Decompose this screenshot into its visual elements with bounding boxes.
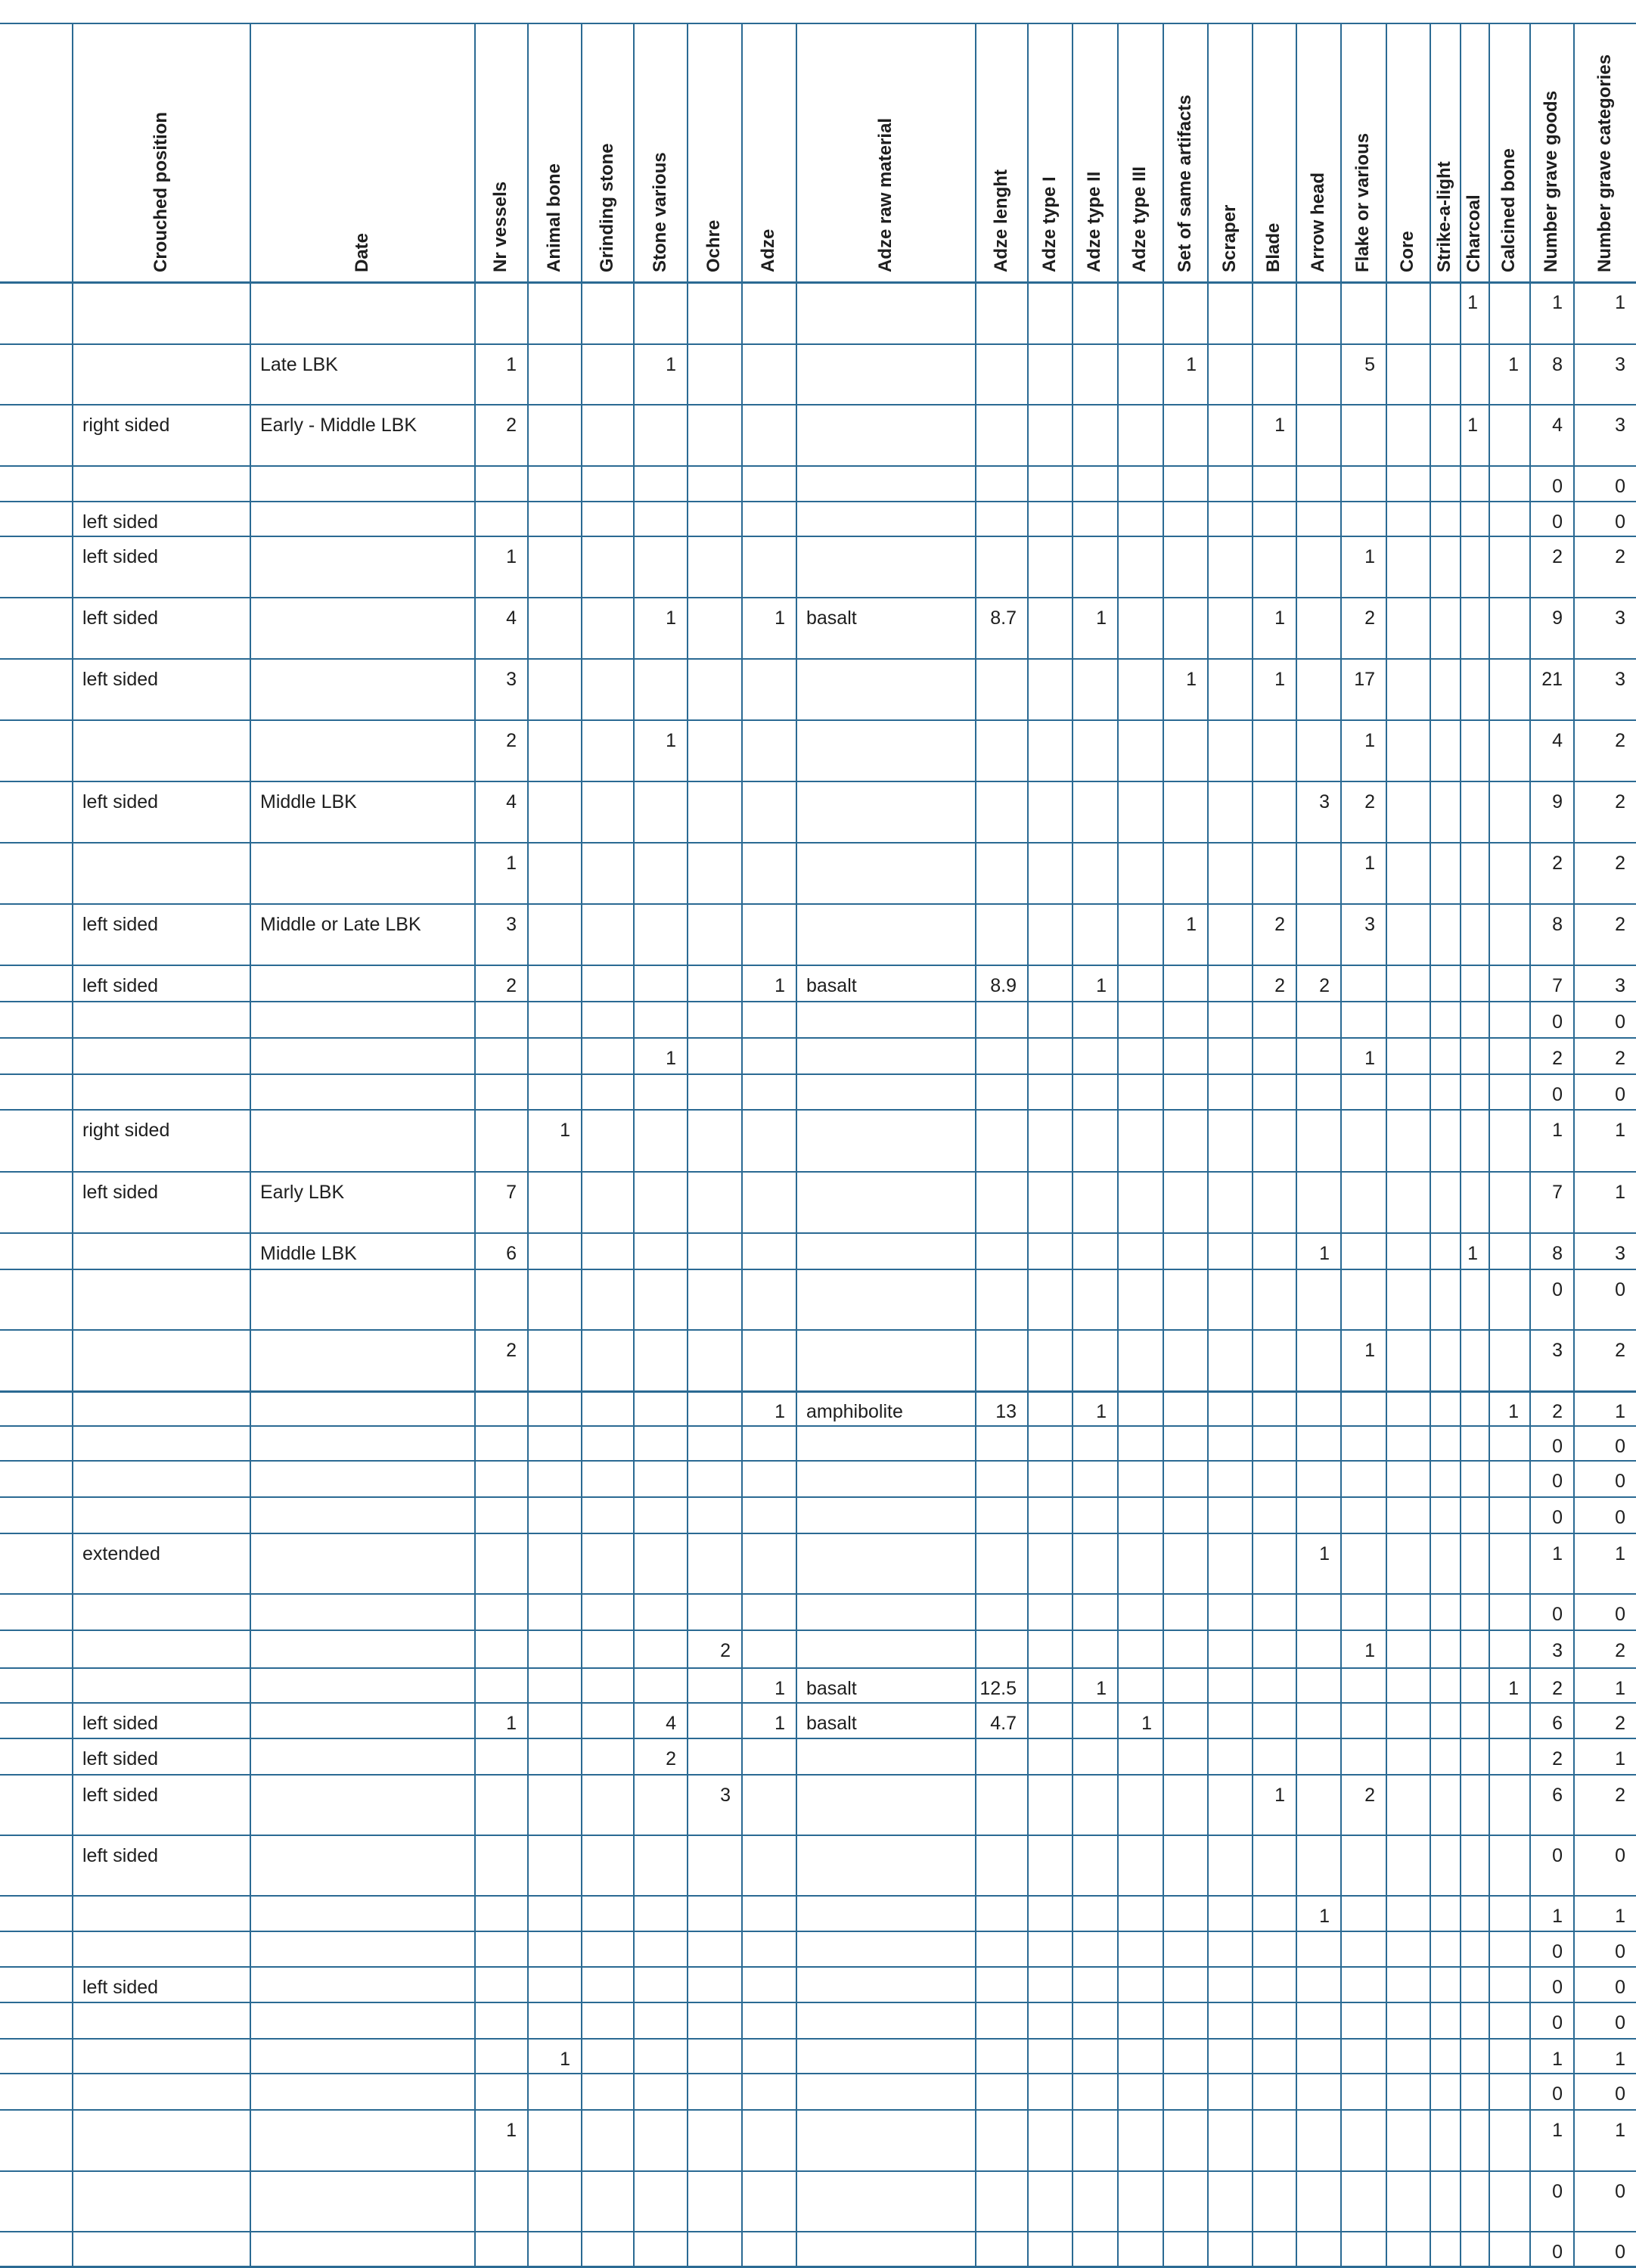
cell-ngg: 0: [1552, 1845, 1563, 1866]
cell-pos: left sided: [82, 669, 159, 690]
cell-set: 1: [1186, 669, 1197, 690]
cell-pos: left sided: [82, 1977, 159, 1998]
cell-ngg: 3: [1552, 1340, 1563, 1361]
cell-nrv: 4: [506, 607, 517, 629]
cell-bla: 1: [1274, 607, 1285, 629]
cell-ngg: 2: [1552, 1048, 1563, 1069]
cell-ngg: 9: [1552, 791, 1563, 812]
cell-ngc: 1: [1615, 2049, 1625, 2070]
cell-ngg: 0: [1552, 511, 1563, 533]
column-header-nrv: Nr vessels: [490, 181, 511, 272]
cell-arm: basalt: [806, 1713, 857, 1734]
cell-ngc: 2: [1615, 730, 1625, 751]
column-header-scr: Scraper: [1219, 204, 1240, 272]
cell-ngc: 2: [1615, 1785, 1625, 1806]
cell-flk: 1: [1364, 1048, 1375, 1069]
cell-cb: 1: [1508, 1678, 1519, 1699]
cell-pos: left sided: [82, 1713, 159, 1734]
cell-pos: left sided: [82, 914, 159, 935]
column-header-al: Adze lenght: [991, 169, 1011, 272]
row-divider: [0, 658, 1636, 660]
row-divider: [0, 965, 1636, 966]
cell-ngc: 3: [1615, 415, 1625, 436]
cell-ngc: 1: [1615, 1401, 1625, 1422]
column-divider: [250, 23, 251, 2268]
row-divider: [0, 1001, 1636, 1002]
row-divider: [0, 1702, 1636, 1704]
column-header-at2: Adze type II: [1084, 171, 1104, 272]
cell-ngc: 3: [1615, 354, 1625, 375]
cell-flk: 2: [1364, 1785, 1375, 1806]
cell-pos: left sided: [82, 1182, 159, 1203]
row-divider: [0, 1037, 1636, 1039]
cell-arm: basalt: [806, 1678, 857, 1699]
cell-al: 12.5: [979, 1678, 1017, 1699]
cell-ngg: 6: [1552, 1785, 1563, 1806]
cell-ngc: 2: [1615, 914, 1625, 935]
row-divider: [0, 2231, 1636, 2232]
cell-ngc: 3: [1615, 1243, 1625, 1264]
cell-nrv: 2: [506, 730, 517, 751]
cell-ngc: 3: [1615, 669, 1625, 690]
cell-nrv: 2: [506, 975, 517, 996]
cell-ngc: 2: [1615, 1713, 1625, 1734]
row-divider: [0, 1073, 1636, 1075]
cell-char: 1: [1467, 292, 1478, 313]
cell-ngc: 0: [1615, 2012, 1625, 2033]
cell-ngg: 0: [1552, 1436, 1563, 1457]
row-divider: [0, 903, 1636, 905]
cell-ngc: 0: [1615, 1279, 1625, 1300]
cell-ngg: 1: [1552, 1543, 1563, 1564]
column-header-pos: Crouched position: [151, 112, 171, 272]
cell-ngg: 8: [1552, 914, 1563, 935]
column-header-at3: Adze type III: [1129, 166, 1150, 272]
row-divider: [0, 1269, 1636, 1270]
row-divider: [0, 1738, 1636, 1739]
cell-date: Middle LBK: [260, 791, 357, 812]
row-divider: [0, 23, 1636, 24]
row-divider: [0, 1390, 1636, 1393]
cell-ngc: 0: [1615, 511, 1625, 533]
cell-nrv: 1: [506, 1713, 517, 1734]
column-header-flk: Flake or various: [1352, 132, 1373, 272]
cell-flk: 1: [1364, 1340, 1375, 1361]
cell-ngg: 0: [1552, 1941, 1563, 1962]
cell-ab: 1: [560, 1120, 570, 1141]
column-divider: [581, 23, 582, 2268]
cell-nrv: 1: [506, 2120, 517, 2141]
cell-ngg: 1: [1552, 292, 1563, 313]
cell-ngc: 1: [1615, 2120, 1625, 2141]
cell-ngg: 2: [1552, 1401, 1563, 1422]
cell-cb: 1: [1508, 354, 1519, 375]
cell-adze: 1: [775, 1713, 785, 1734]
cell-flk: 5: [1364, 354, 1375, 375]
cell-ngc: 0: [1615, 1941, 1625, 1962]
column-header-arm: Adze raw material: [875, 117, 896, 272]
cell-at2: 1: [1096, 1678, 1107, 1699]
cell-adze: 1: [775, 607, 785, 629]
cell-arr: 2: [1319, 975, 1330, 996]
cell-pos: left sided: [82, 511, 159, 533]
cell-ngg: 1: [1552, 1906, 1563, 1927]
cell-at3: 1: [1141, 1713, 1152, 1734]
column-header-adze: Adze: [758, 228, 778, 272]
column-header-core: Core: [1397, 231, 1417, 272]
cell-adze: 1: [775, 1678, 785, 1699]
cell-ngg: 0: [1552, 1977, 1563, 1998]
row-divider: [0, 536, 1636, 537]
cell-nrv: 3: [506, 669, 517, 690]
cell-flk: 2: [1364, 791, 1375, 812]
column-header-ngc: Number grave categories: [1594, 54, 1615, 272]
row-divider: [0, 404, 1636, 405]
cell-char: 1: [1467, 1243, 1478, 1264]
cell-ngg: 2: [1552, 1678, 1563, 1699]
cell-set: 1: [1186, 914, 1197, 935]
cell-nrv: 3: [506, 914, 517, 935]
cell-pos: left sided: [82, 1748, 159, 1769]
cell-sv: 1: [666, 730, 676, 751]
cell-ngg: 4: [1552, 730, 1563, 751]
cell-flk: 1: [1364, 1640, 1375, 1661]
cell-nrv: 1: [506, 354, 517, 375]
row-divider: [0, 1533, 1636, 1534]
cell-ngc: 0: [1615, 1507, 1625, 1528]
cell-ngc: 0: [1615, 476, 1625, 497]
cell-arr: 1: [1319, 1243, 1330, 1264]
cell-sv: 4: [666, 1713, 676, 1734]
cell-ngg: 2: [1552, 1748, 1563, 1769]
row-divider: [0, 1425, 1636, 1427]
column-header-char: Charcoal: [1464, 194, 1484, 272]
row-divider: [0, 1593, 1636, 1595]
column-header-ab: Animal bone: [544, 163, 564, 272]
column-divider: [687, 23, 688, 2268]
row-divider: [0, 2109, 1636, 2111]
cell-ngg: 8: [1552, 1243, 1563, 1264]
cell-nrv: 7: [506, 1182, 517, 1203]
column-divider: [1207, 23, 1209, 2268]
cell-flk: 2: [1364, 607, 1375, 629]
cell-arm: amphibolite: [806, 1401, 903, 1422]
column-divider: [1117, 23, 1119, 2268]
column-divider: [1027, 23, 1029, 2268]
cell-bla: 1: [1274, 1785, 1285, 1806]
cell-ngc: 0: [1615, 1845, 1625, 1866]
row-divider: [0, 1232, 1636, 1234]
cell-ngg: 0: [1552, 2181, 1563, 2202]
cell-pos: left sided: [82, 975, 159, 996]
column-divider: [1072, 23, 1073, 2268]
cell-pos: left sided: [82, 1785, 159, 1806]
cell-ngg: 4: [1552, 415, 1563, 436]
cell-ngg: 21: [1541, 669, 1563, 690]
column-divider: [975, 23, 976, 2268]
cell-ngc: 1: [1615, 1182, 1625, 1203]
column-header-set: Set of same artifacts: [1175, 95, 1195, 272]
cell-ngc: 0: [1615, 2242, 1625, 2263]
column-header-gs: Grinding stone: [597, 143, 617, 272]
row-divider: [0, 1835, 1636, 1836]
cell-arm: basalt: [806, 607, 857, 629]
cell-ngg: 7: [1552, 1182, 1563, 1203]
row-divider: [0, 281, 1636, 284]
row-divider: [0, 2073, 1636, 2074]
column-divider: [1430, 23, 1431, 2268]
cell-ngc: 3: [1615, 975, 1625, 996]
column-header-date: Date: [352, 232, 372, 272]
cell-ngc: 0: [1615, 1977, 1625, 1998]
row-divider: [0, 842, 1636, 844]
column-divider: [72, 23, 73, 2268]
cell-ngg: 2: [1552, 853, 1563, 874]
cell-ngc: 0: [1615, 1471, 1625, 1492]
cell-al: 13: [995, 1401, 1017, 1422]
row-divider: [0, 1966, 1636, 1968]
row-divider: [0, 2170, 1636, 2172]
row-divider: [0, 2038, 1636, 2040]
cell-ngg: 0: [1552, 1279, 1563, 1300]
cell-al: 4.7: [990, 1713, 1017, 1734]
cell-ngg: 0: [1552, 2012, 1563, 2033]
column-header-sal: Strike-a-light: [1434, 161, 1454, 272]
cell-ngc: 3: [1615, 607, 1625, 629]
cell-at2: 1: [1096, 1401, 1107, 1422]
cell-arr: 1: [1319, 1543, 1330, 1564]
cell-ngc: 1: [1615, 1120, 1625, 1141]
column-header-at1: Adze type I: [1039, 176, 1060, 272]
cell-adze: 1: [775, 975, 785, 996]
cell-bla: 1: [1274, 669, 1285, 690]
cell-pos: right sided: [82, 1120, 170, 1141]
cell-date: Middle or Late LBK: [260, 914, 421, 935]
cell-pos: extended: [82, 1543, 160, 1564]
grave-goods-table: [0, 23, 1636, 2268]
column-header-arr: Arrow head: [1308, 172, 1328, 272]
cell-ngg: 0: [1552, 2242, 1563, 2263]
cell-pos: left sided: [82, 546, 159, 567]
row-divider: [0, 1171, 1636, 1173]
column-divider: [741, 23, 743, 2268]
cell-nrv: 1: [506, 853, 517, 874]
cell-ngc: 2: [1615, 1048, 1625, 1069]
cell-ngc: 2: [1615, 1640, 1625, 1661]
cell-al: 8.7: [990, 607, 1017, 629]
cell-cb: 1: [1508, 1401, 1519, 1422]
cell-ngc: 1: [1615, 1748, 1625, 1769]
cell-ngg: 0: [1552, 1471, 1563, 1492]
cell-bla: 2: [1274, 975, 1285, 996]
cell-och: 3: [720, 1785, 731, 1806]
cell-ngg: 2: [1552, 546, 1563, 567]
cell-ngg: 0: [1552, 476, 1563, 497]
cell-nrv: 1: [506, 546, 517, 567]
cell-ngg: 1: [1552, 2049, 1563, 2070]
column-divider: [1386, 23, 1387, 2268]
cell-ngg: 0: [1552, 2083, 1563, 2105]
cell-nrv: 2: [506, 415, 517, 436]
row-divider: [0, 1109, 1636, 1111]
column-header-cb: Calcined bone: [1498, 148, 1519, 272]
column-header-bla: Blade: [1263, 222, 1284, 272]
cell-flk: 1: [1364, 730, 1375, 751]
cell-ngc: 2: [1615, 853, 1625, 874]
cell-date: Early - Middle LBK: [260, 415, 418, 436]
cell-ngg: 6: [1552, 1713, 1563, 1734]
cell-date: Middle LBK: [260, 1243, 357, 1264]
column-divider: [1252, 23, 1253, 2268]
row-divider: [0, 597, 1636, 598]
row-divider: [0, 501, 1636, 502]
column-divider: [1296, 23, 1297, 2268]
cell-flk: 3: [1364, 914, 1375, 935]
cell-flk: 17: [1354, 669, 1375, 690]
cell-ngc: 0: [1615, 1084, 1625, 1105]
cell-ab: 1: [560, 2049, 570, 2070]
cell-pos: right sided: [82, 415, 170, 436]
cell-ngg: 0: [1552, 1084, 1563, 1105]
cell-adze: 1: [775, 1401, 785, 1422]
cell-arm: basalt: [806, 975, 857, 996]
column-header-och: Ochre: [703, 219, 724, 272]
cell-sv: 1: [666, 607, 676, 629]
cell-set: 1: [1186, 354, 1197, 375]
cell-at2: 1: [1096, 975, 1107, 996]
cell-ngg: 0: [1552, 1507, 1563, 1528]
cell-ngc: 1: [1615, 292, 1625, 313]
row-divider: [0, 1895, 1636, 1897]
cell-flk: 1: [1364, 546, 1375, 567]
row-divider: [0, 465, 1636, 467]
column-divider: [527, 23, 529, 2268]
cell-ngc: 2: [1615, 546, 1625, 567]
cell-sv: 1: [666, 1048, 676, 1069]
cell-sv: 2: [666, 1748, 676, 1769]
row-divider: [0, 2002, 1636, 2003]
column-divider: [796, 23, 797, 2268]
cell-ngg: 1: [1552, 1120, 1563, 1141]
column-header-ngg: Number grave goods: [1541, 90, 1561, 272]
cell-ngg: 1: [1552, 2120, 1563, 2141]
cell-ngg: 0: [1552, 1011, 1563, 1033]
column-header-sv: Stone various: [650, 152, 670, 272]
cell-och: 2: [720, 1640, 731, 1661]
row-divider: [0, 781, 1636, 782]
cell-al: 8.9: [990, 975, 1017, 996]
row-divider: [0, 1774, 1636, 1776]
cell-ngc: 0: [1615, 1436, 1625, 1457]
cell-nrv: 2: [506, 1340, 517, 1361]
cell-ngc: 0: [1615, 1604, 1625, 1625]
cell-ngc: 1: [1615, 1906, 1625, 1927]
cell-char: 1: [1467, 415, 1478, 436]
cell-ngc: 1: [1615, 1678, 1625, 1699]
row-divider: [0, 1460, 1636, 1462]
row-divider: [0, 1931, 1636, 1932]
cell-nrv: 6: [506, 1243, 517, 1264]
cell-ngc: 1: [1615, 1543, 1625, 1564]
cell-at2: 1: [1096, 607, 1107, 629]
cell-ngg: 3: [1552, 1640, 1563, 1661]
cell-pos: left sided: [82, 1845, 159, 1866]
cell-ngg: 9: [1552, 607, 1563, 629]
row-divider: [0, 1630, 1636, 1631]
cell-date: Early LBK: [260, 1182, 345, 1203]
row-divider: [0, 1329, 1636, 1331]
row-divider: [0, 719, 1636, 721]
cell-pos: left sided: [82, 607, 159, 629]
row-divider: [0, 1667, 1636, 1669]
cell-arr: 1: [1319, 1906, 1330, 1927]
cell-sv: 1: [666, 354, 676, 375]
cell-ngc: 2: [1615, 1340, 1625, 1361]
cell-flk: 1: [1364, 853, 1375, 874]
cell-ngc: 0: [1615, 1011, 1625, 1033]
cell-ngc: 0: [1615, 2083, 1625, 2105]
cell-date: Late LBK: [260, 354, 338, 375]
cell-ngg: 8: [1552, 354, 1563, 375]
cell-bla: 2: [1274, 914, 1285, 935]
cell-bla: 1: [1274, 415, 1285, 436]
cell-ngg: 7: [1552, 975, 1563, 996]
cell-nrv: 4: [506, 791, 517, 812]
row-divider: [0, 1496, 1636, 1498]
cell-ngg: 0: [1552, 1604, 1563, 1625]
cell-arr: 3: [1319, 791, 1330, 812]
cell-ngc: 0: [1615, 2181, 1625, 2202]
cell-pos: left sided: [82, 791, 159, 812]
row-divider: [0, 343, 1636, 345]
column-divider: [1460, 23, 1461, 2268]
cell-ngc: 2: [1615, 791, 1625, 812]
